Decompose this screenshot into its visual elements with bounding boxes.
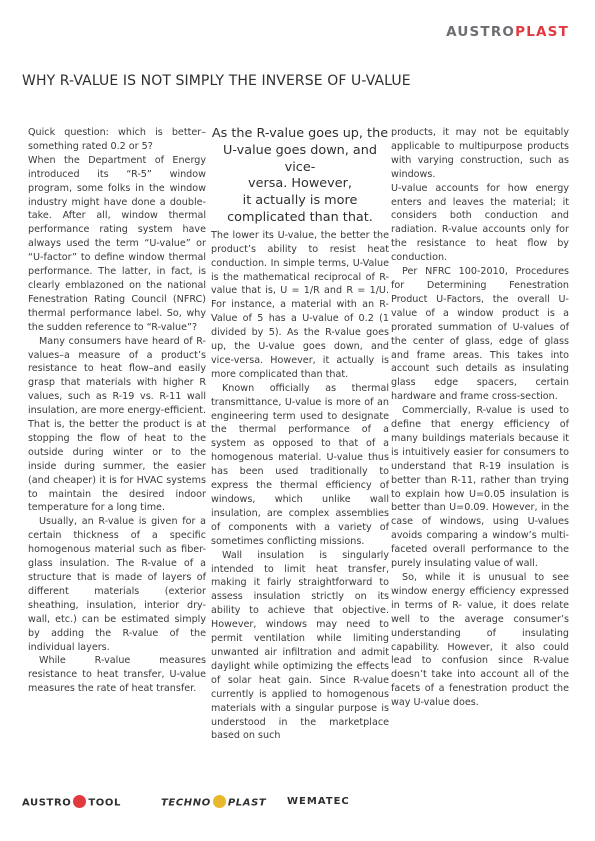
austroplast-logo [446,24,569,40]
paragraph: U-value accounts for how energy enters and leaves the material; it considers both conduction and radiation. R-value accounts only for the resistance to heat flow by conduction. [391,182,569,264]
technoplast-logo-part1: TECHNO [161,797,211,809]
paragraph: Quick question: which is better–something rated 0.2 or 5? [28,127,206,152]
pull-quote-line: it actually is more [242,193,358,209]
paragraph: Usually, an R-value is given for a certain thickness of a specific homogenous material such as fiber-glass insulation. The R-value of a structure that is made of layers of different materials (exterior sheathing, insulation, interior dry-wall, etc.) can be estimated simply by adding the R-value of the individual layers. [28,516,206,653]
pull-quote-line: versa. However, [248,176,352,192]
austrotool-logo-part1: AUSTRO [22,797,72,809]
technoplast-logo-part2: PLAST [227,797,267,809]
paragraph: Commercially, R-value is used to define that energy efficiency of many buildings materials because it is intuitively easier for consumers to understand that R-19 insulation is better than R-11, rather than trying to explain how U=0.05 insulation is better than U=0.09. However, in the case of windows, using U-values avoids comparing a window’s multi-faceted overall performance to the purely insulating value of wall. [391,405,569,570]
paragraph: When the Department of Energy introduced its “R-5” window program, some folks in the window industry might have done a double-take. After all, window thermal performance rating system have always used the term “U-value” or “U-factor” to define window thermal performance. The latter, in fact, is clearly emblazoned on the national Fenestration Rating Council (NFRC) thermal performance label. So, why the sudden reference to “R-value”? [28,154,206,333]
column-2 [211,126,389,743]
paragraph: Per NFRC 100-2010, Procedures for Determining Fenestration Product U-Factors, the overall U-value of a window product is a prorated summation of U-values of the center of glass, edge of glass and frame areas. This takes into account such details as insulating glass edge spacers, certain hardware and frame cross-section. [391,266,569,403]
page-title: WHY R-VALUE IS NOT SIMPLY THE INVERSE OF U-VALUE [22,73,411,89]
pull-quote-line: complicated than that. [227,209,373,225]
footer-logos [0,790,595,830]
technoplast-mark-icon [213,795,226,808]
logo-part2: PLAST [515,24,569,40]
logo-part1: AUSTRO [446,24,516,40]
pull-quote-line: U-value goes down, and vice- [223,142,377,175]
pull-quote [211,126,389,227]
austrotool-mark-icon [73,795,86,808]
paragraph: products, it may not be equitably applicable to multipurpose products with varying construction, such as windows. [391,127,569,180]
technoplast-logo [161,796,266,809]
paragraph: While R-value measures resistance to heat transfer, U-value measures the rate of heat transfer. [28,655,206,695]
austrotool-logo-part2: TOOL [88,797,121,809]
paragraph: Known officially as thermal transmittance, U-value is more of an engineering term used to designate the thermal performance of a system as opposed to that of a homogenous material. U-value thus has been used traditionally to express the thermal efficiency of windows, which unlike wall insulation, are complex assemblies of components with a variety of sometimes conflicting missions. [211,382,389,547]
austrotool-logo [22,796,121,809]
paragraph: The lower its U-value, the better the product’s ability to resist heat conduction. In simple terms, U-Value is the mathematical reciprocal of R-value that is, U = 1/R and R = 1/U. For instance, a material with an R-Value of 5 has a U-value of 0.2 (1 divided by 5). As the R-value goes up, the U-value goes down, and vice-versa. However, it actually is more complicated than that. [211,229,389,380]
wematec-logo: WEMATEC [287,796,350,807]
paragraph: Wall insulation is singularly intended to limit heat transfer, making it fairly straightforward to assess insulation strictly on its ability to achieve that objective. However, windows may need to permit ventilation while limiting unwanted air infiltration and admit daylight while optimizing the effects of solar heat gain. Since R-value currently is applied to homogenous materials with a singular purpose is understood in the marketplace based on such [211,549,389,742]
pull-quote-line: As the R-value goes up, the [211,126,389,141]
column-3 [391,126,569,710]
column-1 [28,126,206,696]
paragraph: Many consumers have heard of R-values–a measure of a product’s resistance to heat flow–and easily grasp that materials with higher R values, such as R-19 vs. R-11 wall insulation, are more energy-efficient. That is, the better the product is at stopping the flow of heat to the outside during winter or to the inside during summer, the easier (and cheaper) it is for HVAC systems to maintain the desired indoor temperature for a long time. [28,335,206,514]
paragraph: So, while it is unusual to see window energy efficiency expressed in terms of R- value, it does relate well to the average consumer’s understanding of insulating capability. However, it also could lead to confusion since R-value doesn’t take into account all of the facets of a fenestration product the way U-value does. [391,572,569,709]
